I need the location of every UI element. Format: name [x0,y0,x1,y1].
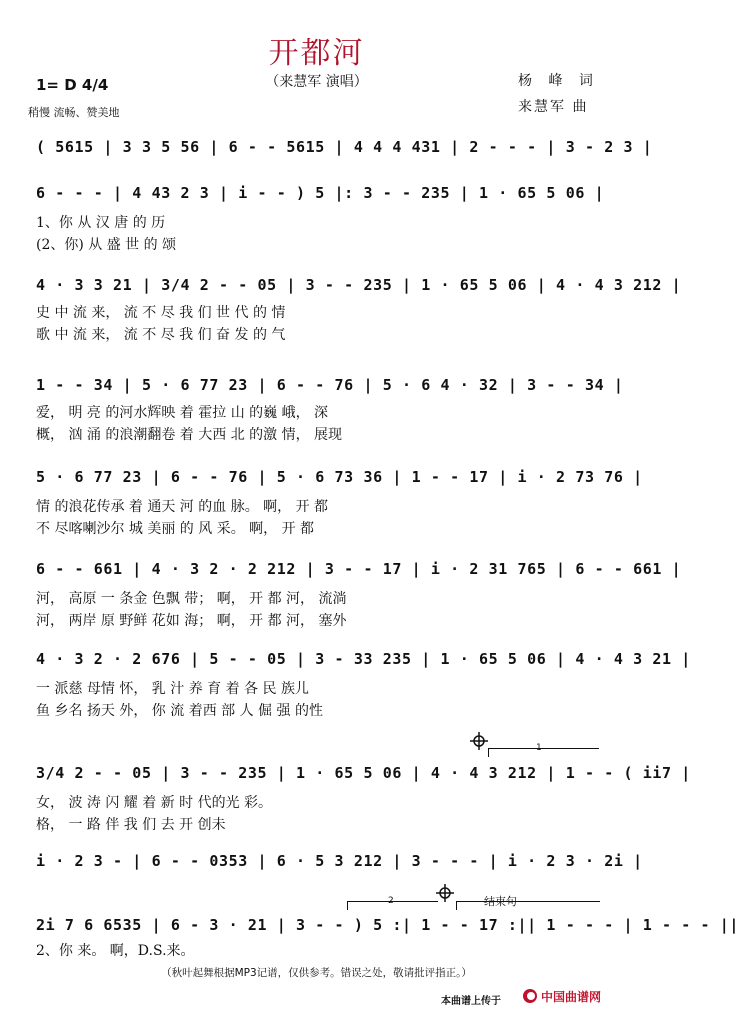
volta-number-2: 2 [388,896,394,906]
lyrics-verse-2: (2、你) 从 盛 世 的 颂 [36,237,177,253]
composer-credit: 来慧军 曲 [518,99,589,115]
site-logo-icon [522,988,538,1004]
notation-line: 6 - - 661 | 4 · 3 2 · 2 212 | 3 - - 17 | i · 2 31 765 | 6 - - 661 | [36,560,682,578]
lyrics-verse-1: 女， 波 涛 闪 耀 着 新 时 代的光 彩。 [36,795,273,811]
key-signature: 1= D 4/4 [36,76,109,94]
site-logo [522,987,622,1005]
lyrics-verse-1: 一 派慈 母情 怀， 乳 汁 养 育 着 各 民 族儿 [36,681,309,697]
coda-sign-icon [436,884,454,902]
notation-line: i · 2 3 - | 6 - - 0353 | 6 · 5 3 212 | 3 - - - | i · 2 3 · 2i | [36,852,643,870]
volta-number-1: 1 [536,743,542,753]
transcription-note: （秋叶起舞根据MP3记谱，仅供参考。错误之处，敬请批评指正。） [161,967,472,979]
lyrics-verse-1: 2、你 来。 啊，D.S.来。 [36,943,195,959]
notation-line: 5 · 6 77 23 | 6 - - 76 | 5 · 6 73 36 | 1 - - 17 | i · 2 73 76 | [36,468,643,486]
performer-credit: （来慧军 演唱） [265,74,368,90]
ending-bracket [456,901,600,910]
lyrics-verse-1: 史 中 流 来， 流 不 尽 我 们 世 代 的 情 [36,305,286,321]
lyrics-verse-1: 情 的浪花传承 着 通天 河 的血 脉。 啊， 开 都 [36,499,329,515]
lyrics-verse-2: 概， 汹 涌 的浪潮翻卷 着 大西 北 的激 情， 展现 [36,427,343,443]
notation-line: 4 · 3 3 21 | 3/4 2 - - 05 | 3 - - 235 | 1 · 65 5 06 | 4 · 4 3 212 | [36,276,682,294]
notation-line: 6 - - - | 4 43 2 3 | i - - ) 5 |: 3 - - 235 | 1 · 65 5 06 | [36,184,605,202]
volta-bracket-1 [488,748,599,757]
site-name: 中国曲谱网 [541,990,602,1004]
lyrics-verse-1: 河， 高原 一 条金 色飘 带； 啊， 开 都 河， 流淌 [36,591,347,607]
lyrics-verse-1: 爱， 明 亮 的河水辉映 着 霍拉 山 的巍 峨， 深 [36,405,329,421]
notation-line: 1 - - 34 | 5 · 6 77 23 | 6 - - 76 | 5 · 6 4 · 32 | 3 - - 34 | [36,376,624,394]
song-title: 开都河 [268,36,365,71]
coda-sign-icon [470,732,488,750]
notation-line: 2i 7 6 6535 | 6 - 3 · 21 | 3 - - ) 5 :| 1 - - 17 :|| 1 - - - | 1 - - - || [36,916,739,934]
ending-label: 结束句 [484,895,517,908]
tempo-marking: 稍慢 流畅、赞美地 [28,106,120,119]
lyrics-verse-2: 鱼 乡名 扬天 外， 你 流 着西 部 人 倔 强 的性 [36,703,323,719]
lyrics-verse-2: 不 尽喀喇沙尔 城 美丽 的 风 采。 啊， 开 都 [36,521,315,537]
lyrics-verse-2: 河， 两岸 原 野鲜 花如 海； 啊， 开 都 河， 塞外 [36,613,347,629]
upload-note: 本曲谱上传于 [441,996,501,1007]
lyrics-verse-2: 歌 中 流 来， 流 不 尽 我 们 奋 发 的 气 [36,327,286,343]
lyrics-verse-2: 格， 一 路 伴 我 们 去 开 创未 [36,817,226,833]
lyrics-verse-1: 1、你 从 汉 唐 的 历 [36,215,166,231]
lyricist-credit: 杨 峰 词 [518,73,599,89]
notation-line: 4 · 3 2 · 2 676 | 5 - - 05 | 3 - 33 235 | 1 · 65 5 06 | 4 · 4 3 21 | [36,650,691,668]
notation-line: ( 5615 | 3 3 5 56 | 6 - - 5615 | 4 4 4 431 | 2 - - - | 3 - 2 3 | [36,138,653,156]
notation-line: 3/4 2 - - 05 | 3 - - 235 | 1 · 65 5 06 | 4 · 4 3 212 | 1 - - ( ii7 | [36,764,691,782]
